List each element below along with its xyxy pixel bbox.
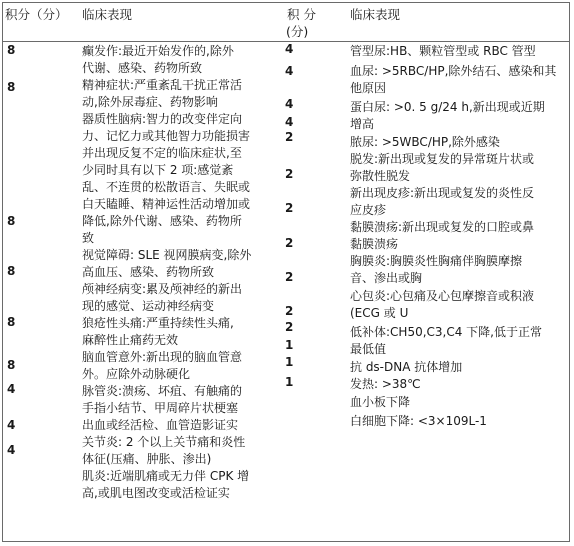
left-line: 关节炎: 2 个以上关节痛和炎性 [82,435,246,449]
left-line: 狼疮性头痛:严重持续性头痛, [82,316,234,330]
left-line: 外。应除外动脉硬化 [82,367,191,381]
right-line: 他原因 [350,81,387,95]
left-line: 视觉障碍: SLE 视网膜病变,除外 [82,248,252,262]
right-score: 2 [285,130,294,144]
left-line: 力、记忆力或其他智力功能损害 [82,129,251,143]
right-line: 心包炎:心包痛及心包摩擦音或积液 [350,289,535,303]
right-line: 最低值 [350,342,387,356]
left-line: 降低,除外代谢、感染、药物所 [82,214,242,228]
right-line: 管型尿:HB、颗粒管型或 RBC 管型 [350,44,536,58]
right-line: (ECG 或 U [350,306,409,320]
right-score: 2 [285,236,294,250]
header-left-score: 积分（分） [5,7,68,22]
header-right-score: 积 分 [287,7,316,22]
left-score: 8 [7,358,16,372]
right-line: 发热: >38℃ [350,377,421,391]
sledai-table [2,2,570,542]
left-line: 少同时具有以下 2 项:感觉紊 [82,163,234,177]
left-line: 麻醉性止痛药无效 [82,333,179,347]
right-line: 血尿: >5RBC/HP,除外结石、感染和其 [350,64,557,78]
header-right-score-unit: (分) [286,24,309,39]
right-score: 1 [285,355,294,369]
left-score: 8 [7,43,16,57]
left-line: 癫发作:最近开始发作的,除外 [82,44,234,58]
left-line: 脉管炎:溃疡、坏疽、有触痛的 [82,384,243,398]
left-line: 乱、不连贯的松散语言、失眠或 [82,180,251,194]
left-line: 白天瞌睡、精神运性活动增加或 [82,197,251,211]
right-line: 白细胞下降: <3×109L-1 [350,414,487,428]
left-line: 高血压、感染、药物所致 [82,265,215,279]
left-line: 代谢、感染、药物所致 [82,61,203,75]
right-score: 4 [285,64,294,78]
left-line: 器质性脑病:智力的改变伴定向 [82,112,243,126]
right-line: 黏膜溃疡:新出现或复发的口腔或鼻 [350,220,535,234]
right-score: 2 [285,304,294,318]
right-score: 4 [285,115,294,129]
left-line: 体征(压痛、肿胀、渗出) [82,452,212,466]
right-line: 血小板下降 [350,395,411,409]
right-line: 黏膜溃疡 [350,237,399,251]
right-line: 低补体:CH50,C3,C4 下降,低于正常 [350,325,543,339]
left-score: 8 [7,214,16,228]
right-line: 胸膜炎:胸膜炎性胸痛伴胸膜摩擦 [350,254,523,268]
right-line: 增高 [350,117,375,131]
left-line: 出血或经活检、血管造影证实 [82,418,239,432]
left-line: 肌炎:近端肌痛或无力伴 CPK 增 [82,469,250,483]
right-line: 脓尿: >5WBC/HP,除外感染 [350,135,500,149]
right-line: 抗 ds-DNA 抗体增加 [350,360,463,374]
right-line: 脱发:新出现或复发的异常斑片状或 [350,152,535,166]
header-right-manifestation: 临床表现 [350,7,401,22]
left-line: 高,或肌电图改变或活检证实 [82,486,230,500]
right-score: 2 [285,167,294,181]
left-line: 颅神经病变:累及颅神经的新出 [82,282,243,296]
left-line: 手指小结节、甲周碎片状梗塞 [82,401,239,415]
left-line: 现的感觉、运动神经病变 [82,299,215,313]
right-score: 2 [285,320,294,334]
left-line: 精神症状:严重紊乱干扰正常活 [82,78,243,92]
left-line: 脑血管意外:新出现的脑血管意 [82,350,243,364]
right-score: 4 [285,97,294,111]
left-score: 4 [7,382,16,396]
left-line: 致 [82,231,95,245]
right-score: 2 [285,270,294,284]
left-score: 8 [7,264,16,278]
header-left-manifestation: 临床表现 [82,7,133,22]
right-line: 新出现皮疹:新出现或复发的炎性反 [350,186,535,200]
right-score: 2 [285,201,294,215]
left-score: 4 [7,443,16,457]
left-score: 8 [7,80,16,94]
right-score: 4 [285,42,294,56]
right-score: 1 [285,338,294,352]
right-line: 弥散性脱发 [350,169,411,183]
left-line: 并出现反复不定的临床症状,至 [82,146,242,160]
right-score: 1 [285,375,294,389]
left-line: 动,除外尿毒症、药物影响 [82,95,218,109]
right-line: 音、渗出或胸 [350,271,423,285]
left-score: 4 [7,418,16,432]
left-score: 8 [7,315,16,329]
right-line: 应皮疹 [350,203,387,217]
right-line: 蛋白尿: >0. 5 g/24 h,新出现或近期 [350,100,545,114]
